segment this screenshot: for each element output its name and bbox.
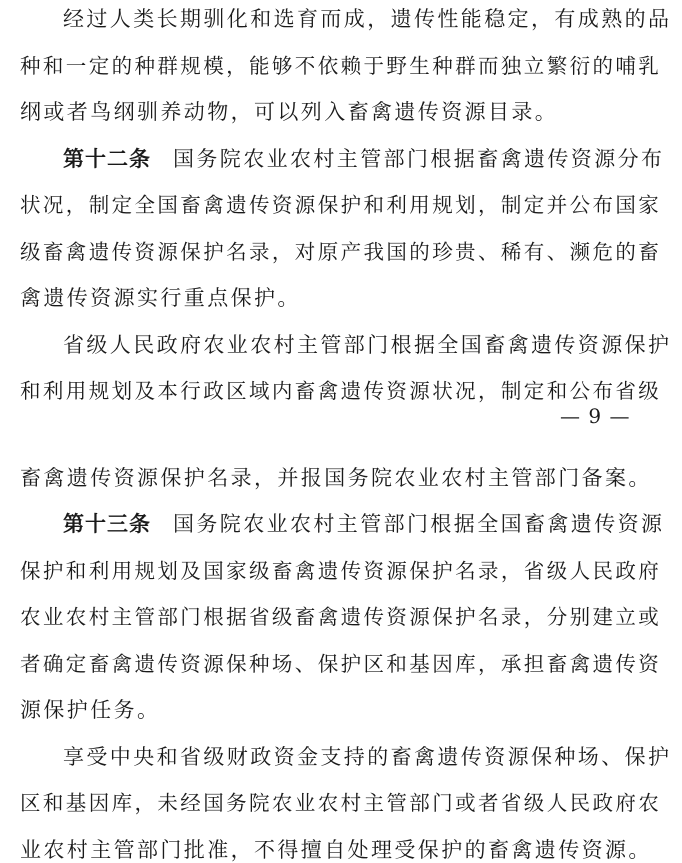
text-line: 保护和利用规划及国家级畜禽遗传资源保护名录，省级人民政府 [20, 558, 662, 583]
text-line: 种和一定的种群规模，能够不依赖于野生种群而独立繁衍的哺乳 [20, 53, 662, 78]
text-line: 国务院农业农村主管部门根据全国畜禽遗传资源 [173, 512, 665, 536]
article-13-first-line [63, 511, 664, 537]
text-line: 和利用规划及本行政区域内畜禽遗传资源状况，制定和公布省级 [20, 379, 662, 403]
article-13-heading: 第十三条 [63, 512, 151, 536]
page-number: — 9 — [560, 403, 631, 428]
text-line: 纲或者鸟纲驯养动物，可以列入畜禽遗传资源目录。 [20, 100, 559, 124]
text-line: 禽遗传资源实行重点保护。 [20, 286, 301, 310]
text-line: 级畜禽遗传资源保护名录，对原产我国的珍贵、稀有、濒危的畜 [20, 239, 662, 264]
text-line: 享受中央和省级财政资金支持的畜禽遗传资源保种场、保护 [63, 744, 672, 769]
text-line: 者确定畜禽遗传资源保种场、保护区和基因库，承担畜禽遗传资 [20, 651, 662, 676]
text-line: 源保护任务。 [20, 698, 161, 722]
text-line: 经过人类长期驯化和选育而成，遗传性能稳定，有成熟的品 [63, 7, 672, 31]
text-line: 畜禽遗传资源保护名录，并报国务院农业农村主管部门备案。 [20, 465, 652, 490]
article-12-first-line [63, 146, 664, 172]
article-12-heading: 第十二条 [63, 146, 151, 171]
text-line: 国务院农业农村主管部门根据畜禽遗传资源分布 [173, 146, 665, 171]
text-line: 农业农村主管部门根据省级畜禽遗传资源保护名录，分别建立或 [20, 605, 662, 629]
text-line: 区和基因库，未经国务院农业农村主管部门或者省级人民政府农 [20, 791, 662, 815]
text-line: 状况，制定全国畜禽遗传资源保护和利用规划，制定并公布国家 [20, 193, 662, 217]
text-line: 业农村主管部门批准，不得擅自处理受保护的畜禽遗传资源。 [20, 837, 652, 862]
text-line: 省级人民政府农业农村主管部门根据全国畜禽遗传资源保护 [63, 332, 672, 357]
